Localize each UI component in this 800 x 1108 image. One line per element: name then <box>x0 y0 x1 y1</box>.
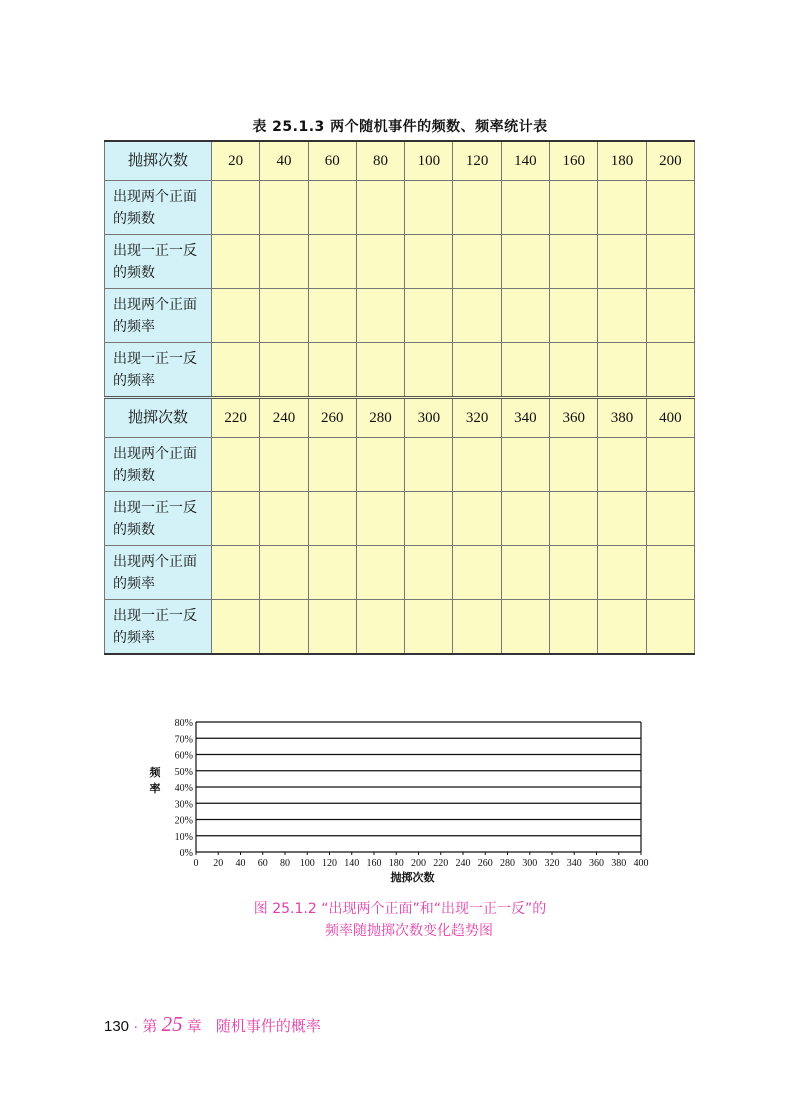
chapter-prefix: 第 <box>142 1018 158 1035</box>
y-axis-label: 率 <box>149 782 161 795</box>
footer-bullet: · <box>133 1018 139 1035</box>
toss-count-cell: 100 <box>405 141 453 181</box>
toss-count-cell: 200 <box>646 141 694 181</box>
figure-caption-line2: 频率随抛掷次数变化趋势图 <box>325 923 493 939</box>
toss-count-cell: 160 <box>550 141 598 181</box>
toss-count-cell: 60 <box>308 141 356 181</box>
row-label: 出现两个正面 的频数 <box>105 181 212 235</box>
x-tick-label: 120 <box>322 858 337 869</box>
x-tick-label: 320 <box>544 858 560 869</box>
x-tick-label: 100 <box>299 858 315 869</box>
x-tick-label: 200 <box>411 858 426 869</box>
y-tick-label: 40% <box>174 783 193 794</box>
y-tick-label: 0% <box>179 848 193 859</box>
toss-count-cell: 40 <box>260 141 308 181</box>
x-tick-label: 400 <box>633 858 649 869</box>
x-tick-label: 300 <box>522 858 538 869</box>
toss-count-cell: 20 <box>212 141 260 181</box>
toss-count-cell: 400 <box>646 398 694 438</box>
y-tick-label: 30% <box>174 799 193 811</box>
x-tick-label: 340 <box>566 858 582 869</box>
chapter-number: 25 <box>161 1012 183 1036</box>
row-label: 出现一正一反 的频数 <box>105 235 212 289</box>
y-tick-label: 60% <box>174 750 193 762</box>
y-tick-label: 20% <box>174 815 193 827</box>
toss-count-cell: 300 <box>405 398 453 438</box>
x-axis-label: 抛掷次数 <box>390 871 435 884</box>
table-caption: 表 25.1.3 两个随机事件的频数、频率统计表 <box>252 119 548 135</box>
figure-caption-line1: 图 25.1.2 “出现两个正面”和“出现一正一反”的 <box>253 901 547 917</box>
header-label: 抛掷次数 <box>105 141 212 181</box>
x-tick-label: 20 <box>213 858 224 869</box>
toss-count-cell: 320 <box>453 398 501 438</box>
toss-count-cell: 220 <box>212 398 260 438</box>
y-tick-label: 70% <box>174 734 193 746</box>
row-label: 出现两个正面 的频数 <box>105 438 212 492</box>
header-label: 抛掷次数 <box>105 398 212 438</box>
toss-count-cell: 380 <box>598 398 646 438</box>
x-tick-label: 140 <box>344 858 360 869</box>
toss-count-cell: 180 <box>598 141 646 181</box>
page-footer <box>104 1012 321 1037</box>
y-tick-label: 10% <box>174 831 193 843</box>
y-axis-label: 频 <box>149 766 161 779</box>
x-tick-label: 260 <box>477 858 493 869</box>
x-tick-label: 80 <box>280 858 290 869</box>
chapter-suffix: 章 <box>186 1018 202 1035</box>
x-tick-label: 380 <box>611 858 627 869</box>
toss-count-cell: 360 <box>550 398 598 438</box>
row-label: 出现两个正面 的频率 <box>105 289 212 343</box>
x-tick-label: 40 <box>235 858 246 869</box>
x-tick-label: 160 <box>366 858 382 869</box>
x-tick-label: 180 <box>388 858 404 869</box>
figure-caption <box>0 898 800 942</box>
toss-count-cell: 260 <box>308 398 356 438</box>
chapter-title: 随机事件的概率 <box>215 1017 321 1035</box>
toss-count-cell: 140 <box>501 141 549 181</box>
toss-count-cell: 120 <box>453 141 501 181</box>
x-tick-label: 0 <box>193 858 199 869</box>
toss-count-cell: 240 <box>260 398 308 438</box>
row-label: 出现一正一反 的频数 <box>105 492 212 546</box>
y-tick-label: 50% <box>174 766 193 778</box>
x-tick-label: 60 <box>257 858 268 869</box>
toss-count-cell: 280 <box>356 398 404 438</box>
page-number: 130 <box>104 1018 130 1035</box>
row-label: 出现一正一反 的频率 <box>105 343 212 398</box>
row-label: 出现两个正面 的频率 <box>105 546 212 600</box>
x-tick-label: 360 <box>589 858 604 869</box>
y-tick-label: 80% <box>174 718 193 729</box>
toss-count-cell: 340 <box>501 398 549 438</box>
x-tick-label: 240 <box>455 858 471 869</box>
x-tick-label: 220 <box>433 858 449 869</box>
row-label: 出现一正一反 的频率 <box>105 600 212 655</box>
toss-count-cell: 80 <box>356 141 404 181</box>
x-tick-label: 280 <box>500 858 515 869</box>
